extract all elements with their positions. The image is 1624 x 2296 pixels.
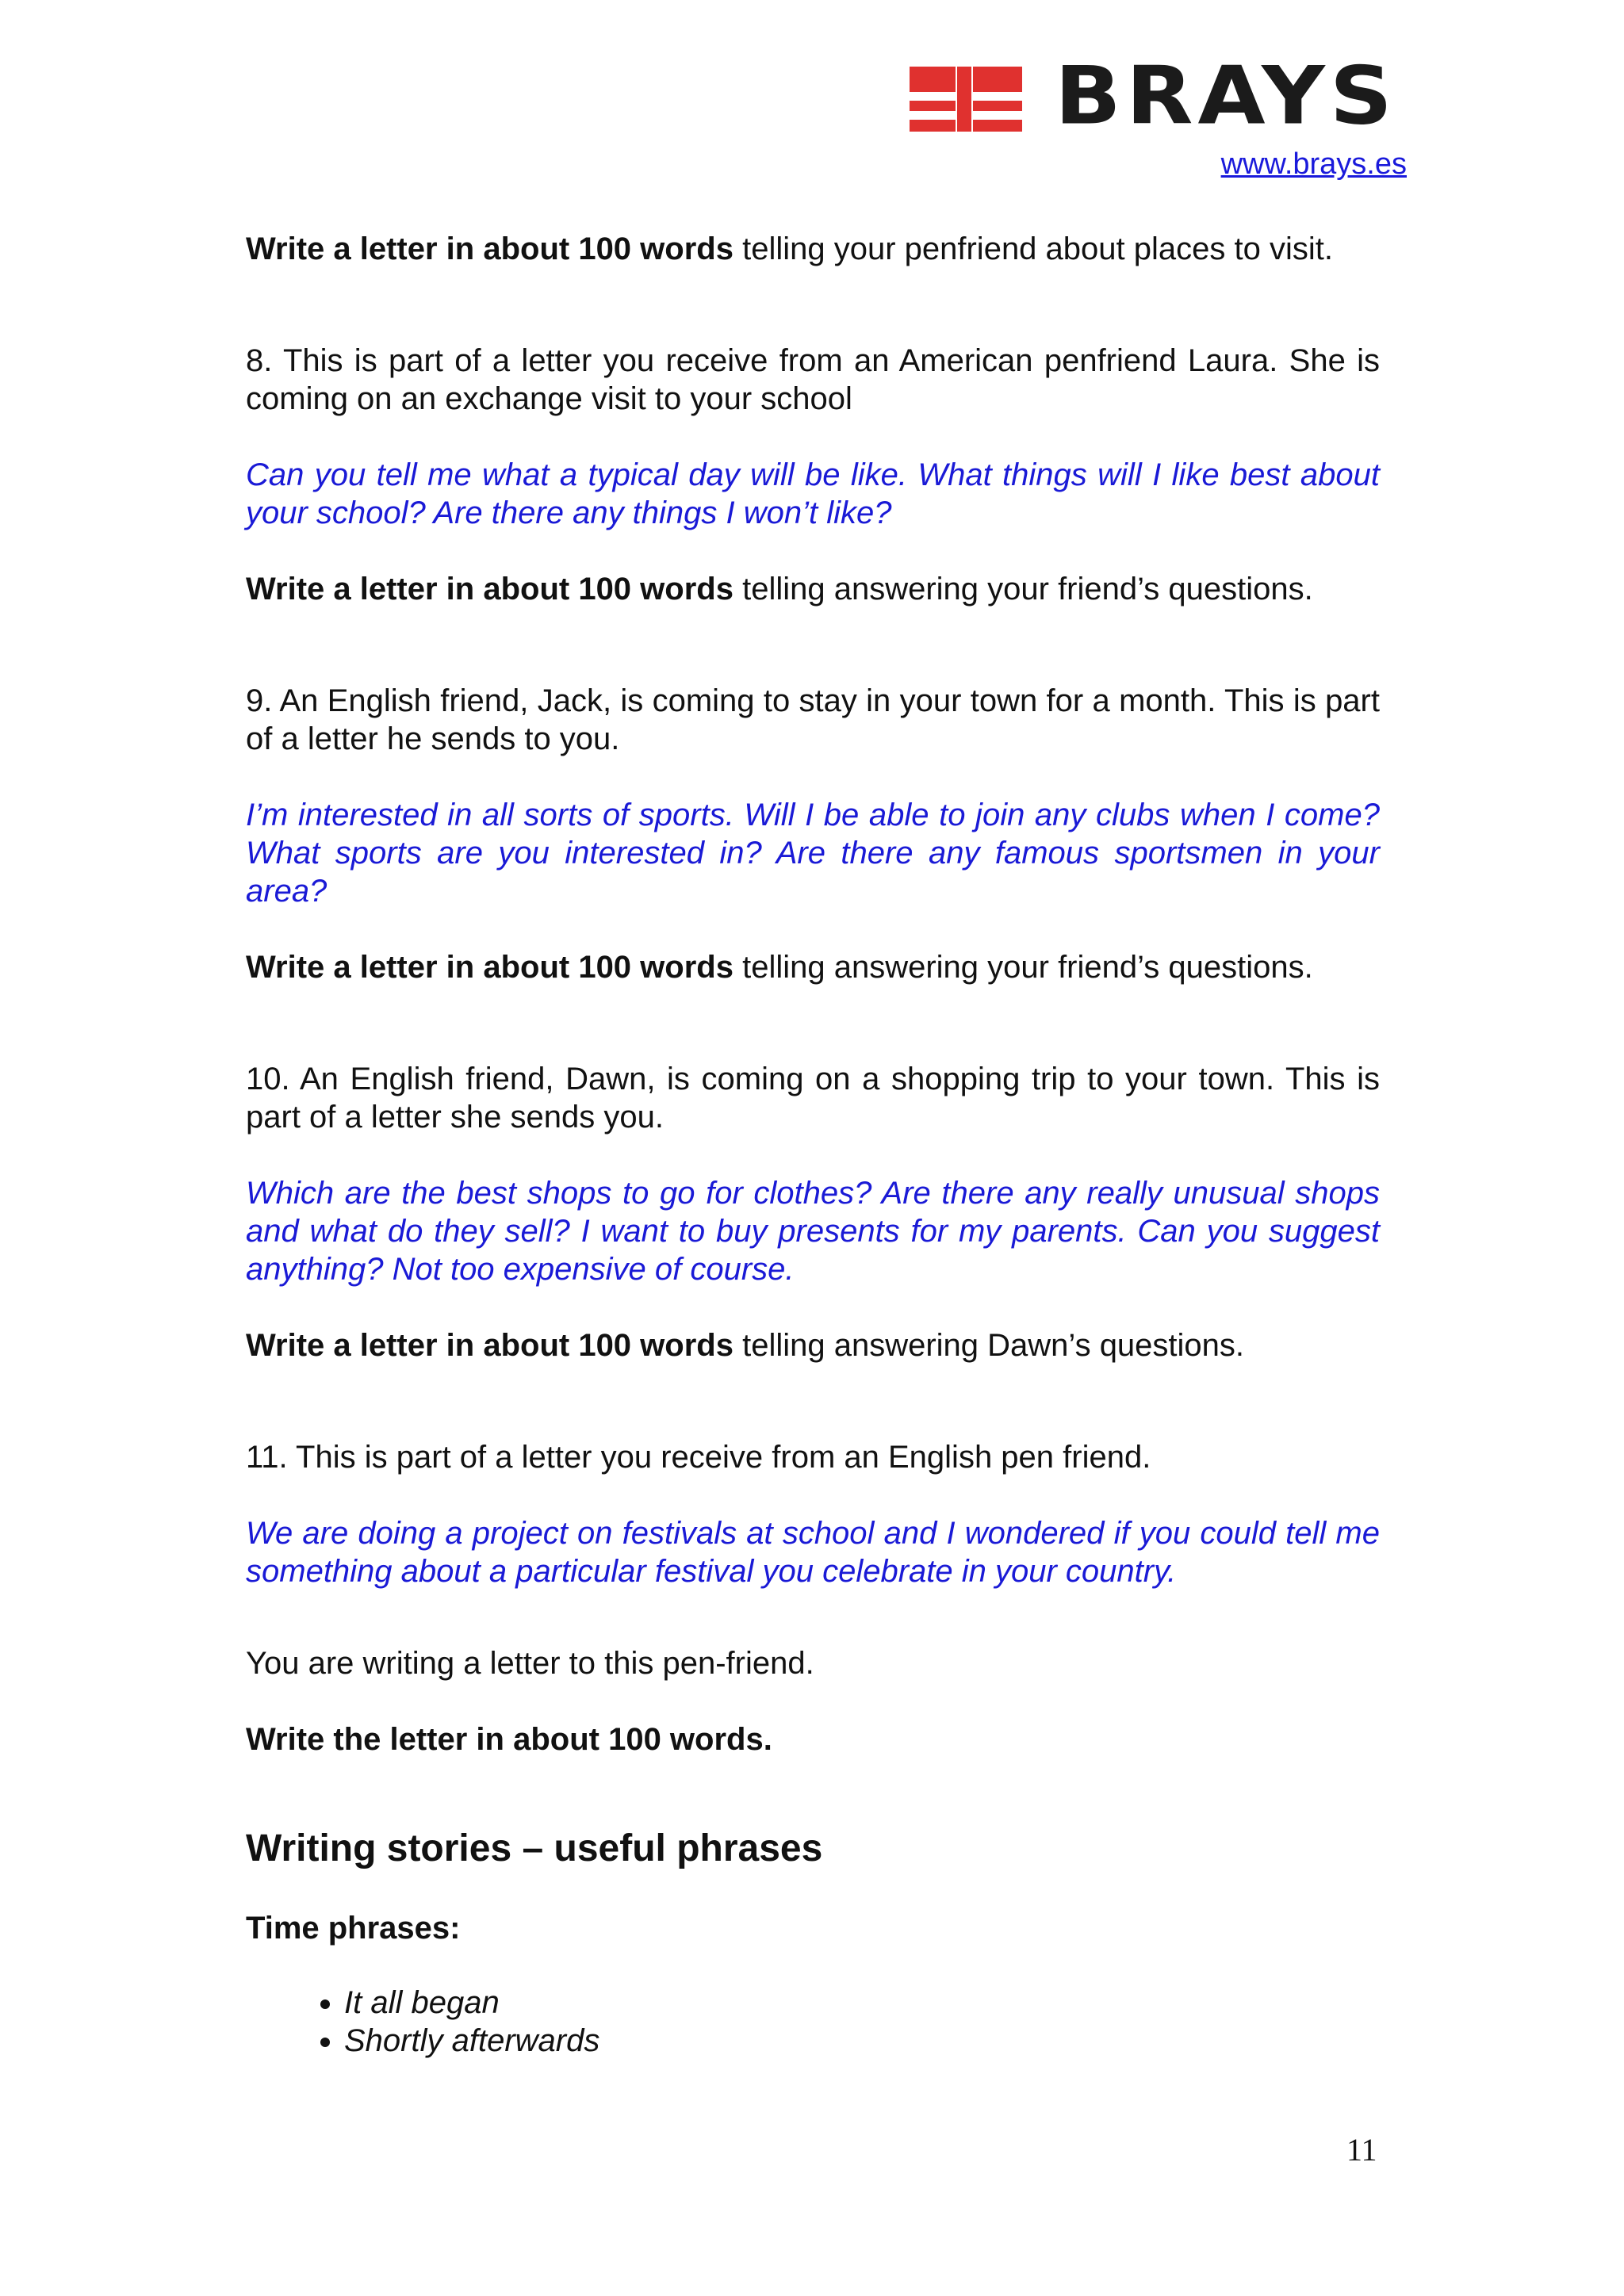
q11-instruction: Write the letter in about 100 words.	[246, 1722, 772, 1757]
q8-quote: Can you tell me what a typical day will be like. What things will I like best about your school? Are there any things I won’t like?	[246, 457, 1380, 530]
document-body	[246, 230, 1380, 2060]
q11-context: You are writing a letter to this pen-friend.	[246, 1646, 814, 1681]
q8-instruction: Write a letter in about 100 words telling answering your friend’s questions.	[246, 572, 1313, 607]
q9-intro: 9. An English friend, Jack, is coming to stay in your town for a month. This is part of a letter he sends to you.	[246, 683, 1380, 756]
q9-quote: I’m interested in all sorts of sports. Will I be able to join any clubs when I come? What sports are you interested in? Are there any famous sportsmen in your area?	[246, 798, 1380, 909]
brays-logo	[910, 48, 1433, 143]
section-heading: Writing stories – useful phrases	[246, 1827, 823, 1869]
list-item: • Shortly afterwards	[344, 2022, 1380, 2060]
phrase-list	[246, 1984, 1380, 2060]
flag-icon	[910, 67, 1022, 132]
page-number: 11	[1346, 2132, 1377, 2168]
q8-intro: 8. This is part of a letter you receive from an American penfriend Laura. She is coming on an exchange visit to your school	[246, 343, 1380, 416]
q11-quote: We are doing a project on festivals at school and I wondered if you could tell me something about a particular festival you celebrate in your country.	[246, 1516, 1380, 1589]
list-item: • It all began	[344, 1984, 1380, 2022]
q10-quote: Which are the best shops to go for clothes? Are there any really unusual shops and what do they sell? I want to buy presents for my parents. Can you suggest anything? Not too expensive of course.	[246, 1176, 1380, 1287]
q10-intro: 10. An English friend, Dawn, is coming on a shopping trip to your town. This is part of a letter she sends you.	[246, 1062, 1380, 1135]
time-phrases-heading: Time phrases:	[246, 1911, 461, 1946]
q11-intro: 11. This is part of a letter you receive from an English pen friend.	[246, 1440, 1151, 1475]
website-link[interactable]: www.brays.es	[1220, 147, 1407, 181]
q9-instruction: Write a letter in about 100 words telling answering your friend’s questions.	[246, 950, 1313, 985]
brand-name: BRAYS	[1055, 48, 1398, 143]
q10-instruction: Write a letter in about 100 words telling answering Dawn’s questions.	[246, 1328, 1245, 1363]
instruction-7: Write a letter in about 100 words telling your penfriend about places to visit.	[246, 232, 1333, 266]
